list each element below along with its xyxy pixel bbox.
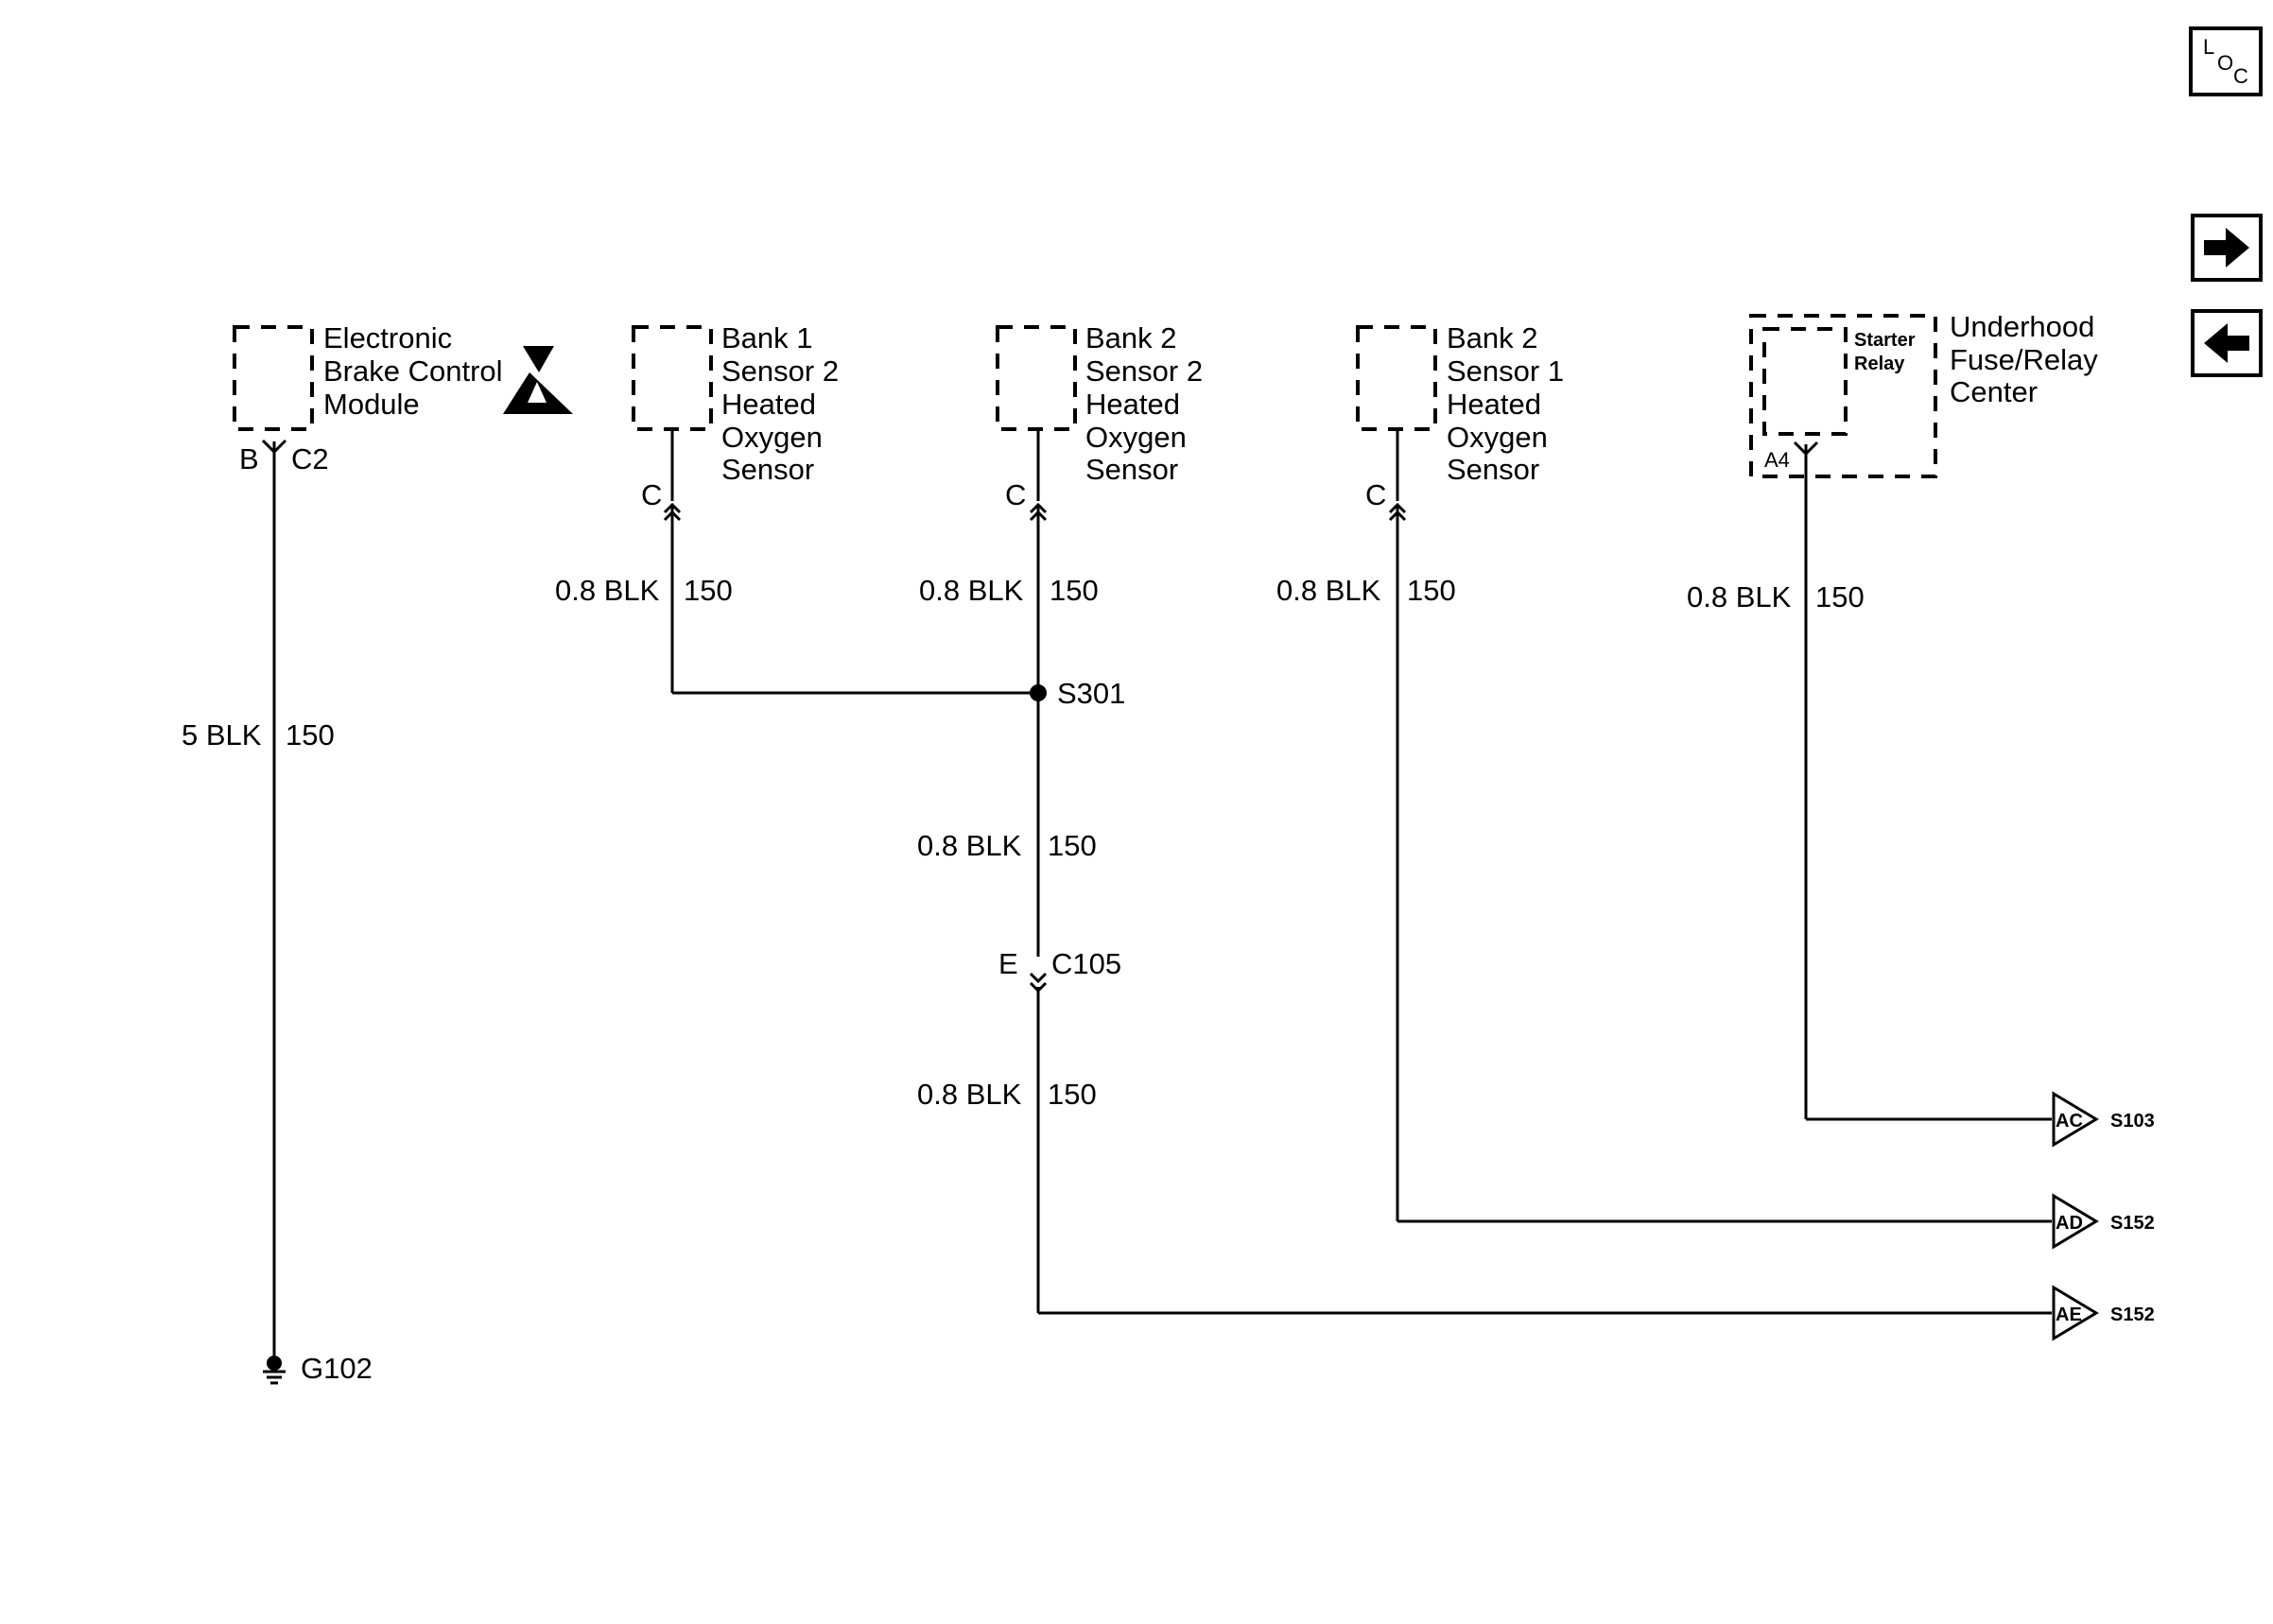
b2s2-wire-gauge: 0.8 BLK (919, 574, 1024, 607)
b2s2-label-line4: Oxygen (1085, 421, 1187, 454)
b1s2-label-line1: Bank 1 (721, 321, 813, 354)
relay-wire-gauge: 0.8 BLK (1687, 580, 1792, 613)
ebcm-connector (239, 441, 329, 475)
offpage-connector-ac[interactable] (2054, 1094, 2155, 1145)
b1s2-label-line2: Sensor 2 (721, 354, 840, 388)
b2s1-wire-gauge: 0.8 BLK (1276, 574, 1381, 607)
loc-letter-c: C (2233, 64, 2248, 88)
c105-connector-label: C105 (1051, 947, 1122, 980)
b2s2-label-line1: Bank 2 (1085, 321, 1177, 354)
b2s2-label-line3: Heated (1085, 388, 1180, 421)
b1s2-wire-gauge: 0.8 BLK (555, 574, 660, 607)
loc-letter-o: O (2217, 51, 2234, 75)
ground-g102-icon (263, 1356, 286, 1383)
b1s2-pin-label: C (641, 478, 663, 511)
ebcm-component (234, 321, 573, 429)
offpage-destination: S103 (2110, 1111, 2155, 1132)
uhfrc-label-line2: Fuse/Relay (1950, 343, 2098, 376)
b2s1-pin-label: C (1365, 478, 1387, 511)
offpage-code: AD (2056, 1213, 2083, 1234)
location-button[interactable] (2191, 28, 2261, 95)
low-wire-gauge: 0.8 BLK (917, 1078, 1022, 1111)
ebcm-pin-label: B (239, 442, 259, 475)
b2s1-label-line5: Sensor (1447, 453, 1540, 486)
relay-pin-label: A4 (1764, 448, 1790, 472)
c105-pin-label: E (998, 947, 1018, 980)
offpage-destination: S152 (2110, 1304, 2155, 1325)
relay-wire-circuit: 150 (1815, 580, 1865, 613)
b2s1-label-line2: Sensor 1 (1447, 354, 1565, 388)
ebcm-wire-circuit: 150 (286, 718, 335, 752)
b2s1-wire-circuit: 150 (1407, 574, 1456, 607)
starter-relay-label-line2: Relay (1854, 354, 1905, 374)
b2s1-label-line3: Heated (1447, 388, 1541, 421)
offpage-connector-ad[interactable] (2054, 1196, 2155, 1247)
starter-relay-label-line1: Starter (1854, 330, 1916, 351)
forward-button[interactable] (2193, 216, 2261, 280)
ground-label: G102 (301, 1352, 373, 1385)
bank1-sensor2-component (633, 321, 839, 486)
ebcm-wire-gauge: 5 BLK (182, 718, 262, 752)
b2s1-label-line1: Bank 2 (1447, 321, 1538, 354)
b2s2-label-line5: Sensor (1085, 453, 1179, 486)
loc-letter-l: L (2203, 35, 2215, 59)
b1s2-label-line5: Sensor (721, 453, 815, 486)
bank2-sensor2-component (998, 321, 1203, 486)
offpage-destination: S152 (2110, 1213, 2155, 1234)
back-button[interactable] (2193, 311, 2261, 375)
splice-label: S301 (1057, 677, 1126, 710)
b2s2-wire-circuit: 150 (1050, 574, 1099, 607)
mid-wire-circuit: 150 (1048, 829, 1097, 862)
b1s2-label-line3: Heated (721, 388, 816, 421)
b1s2-wire-circuit: 150 (684, 574, 733, 607)
ebcm-label-line1: Electronic (323, 321, 453, 354)
mid-wire-gauge: 0.8 BLK (917, 829, 1022, 862)
b2s2-label-line2: Sensor 2 (1085, 354, 1204, 388)
offpage-connector-ae[interactable] (2054, 1287, 2155, 1339)
offpage-code: AE (2056, 1304, 2082, 1325)
splice-s301 (1030, 684, 1047, 701)
ebcm-label-line3: Module (323, 388, 420, 421)
ebcm-connector-label: C2 (291, 442, 329, 475)
b2s1-label-line4: Oxygen (1447, 421, 1548, 454)
esd-sensitive-icon (503, 346, 573, 414)
uhfrc-label-line3: Center (1950, 375, 2039, 408)
ebcm-label-line2: Brake Control (323, 354, 503, 388)
offpage-code: AC (2056, 1111, 2083, 1132)
b1s2-label-line4: Oxygen (721, 421, 823, 454)
low-wire-circuit: 150 (1048, 1078, 1097, 1111)
b2s2-pin-label: C (1005, 478, 1027, 511)
uhfrc-label-line1: Underhood (1950, 310, 2095, 343)
bank2-sensor1-component (1358, 321, 1564, 486)
